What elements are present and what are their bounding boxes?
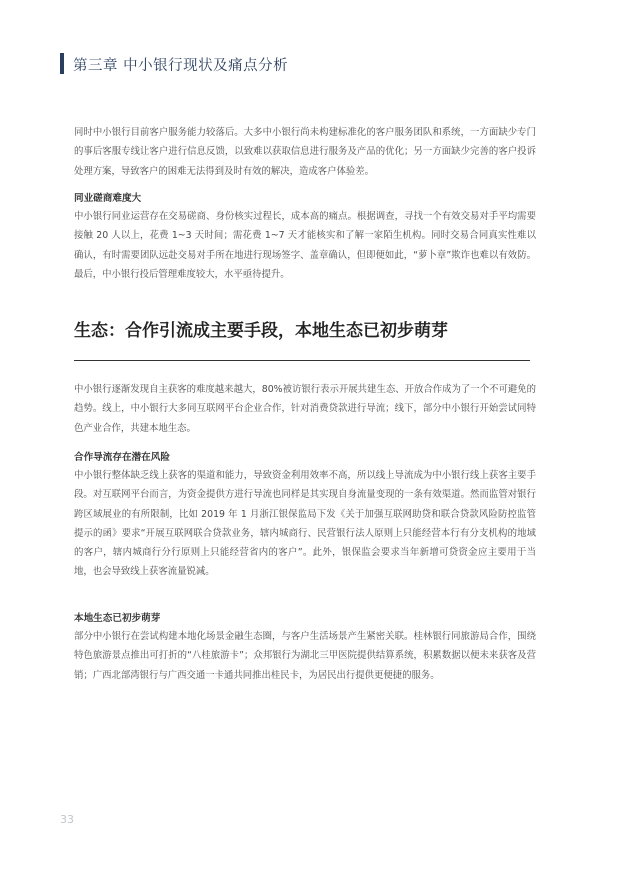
block3-heading: 本地生态已初步萌芽: [74, 613, 161, 624]
intro-paragraph: 同时中小银行目前客户服务能力较落后。大多中小银行尚未构建标准化的客户服务团队和系统，一方面缺少专门的事后客服专线让客户进行信息反馈，以致难以获取信息进行服务及产品的优化；另一方面缺少完善的客户投诉处理方案，导致客户的困难无法得到及时有效的解决，造成客户体验差。: [74, 127, 536, 177]
block2-heading: 合作导流存在潜在风险: [74, 452, 170, 463]
section-intro-paragraph: 中小银行逐渐发现自主获客的难度越来越大，80%被访银行表示开展共建生态、开放合作成为了一个不可避免的趋势。线上，中小银行大多同互联网平台企业合作，针对消费贷款进行导流；线下，部分中小银行开始尝试同特色产业合作，共建本地生态。: [74, 384, 536, 434]
chapter-title: 第三章 中小银行现状及痛点分析: [73, 58, 289, 74]
section-title: 生态：合作引流成主要手段，本地生态已初步萌芽: [74, 321, 448, 341]
block1-paragraph: 中小银行同业运营存在交易磋商、身份核实过程长，成本高的痛点。根据调查，寻找一个有效交易对手平均需要接触 20 人以上，花费 1~3 天时间；需花费 1~7 天才能核实和了解一家陌生机构。同时交易合同真实性难以确认，有时需要团队远赴交易对手所在地进行现场签字、盖章确认，但即便如此，“萝卜章”欺诈也难以有效防。最后，中小银行投后管理难度较大，水平亟待提升。: [74, 211, 536, 280]
header-accent-bar: [60, 53, 64, 74]
block2-paragraph: 中小银行整体缺乏线上获客的渠道和能力，导致资金利用效率不高，所以线上导流成为中小银行线上获客主要手段。对互联网平台而言，为资金提供方进行导流也同样是其实现自身流量变现的一条有效渠道。然而监管对银行跨区域展业的有所限制，比如 2019 年 1 月浙江银保监局下发《关于加强互联网助贷和联合贷款风险防控监管提示的函》要求“开展互联网联合贷款业务，辖内城商行、民营银行法人原则上只能经营本行有分支机构的地域的客户，辖内城商行分行原则上只能经营省内的客户”。此外，银保监会要求当年新增可贷资金应主要用于当地，也会导致线上获客流量锐减。: [74, 470, 536, 578]
block3-paragraph: 部分中小银行在尝试构建本地化场景金融生态圈，与客户生活场景产生紧密关联。桂林银行同旅游局合作，围绕特色旅游景点推出可打折的“八桂旅游卡”；众邦银行为湖北三甲医院提供结算系统，积累数据以便未来获客及营销；广西北部湾银行与广西交通一卡通共同推出桂民卡，为居民出行提供更便捷的服务。: [74, 631, 536, 681]
block1-heading: 同业磋商难度大: [74, 193, 142, 204]
page-number: 33: [60, 813, 74, 826]
section-divider: [74, 360, 530, 361]
